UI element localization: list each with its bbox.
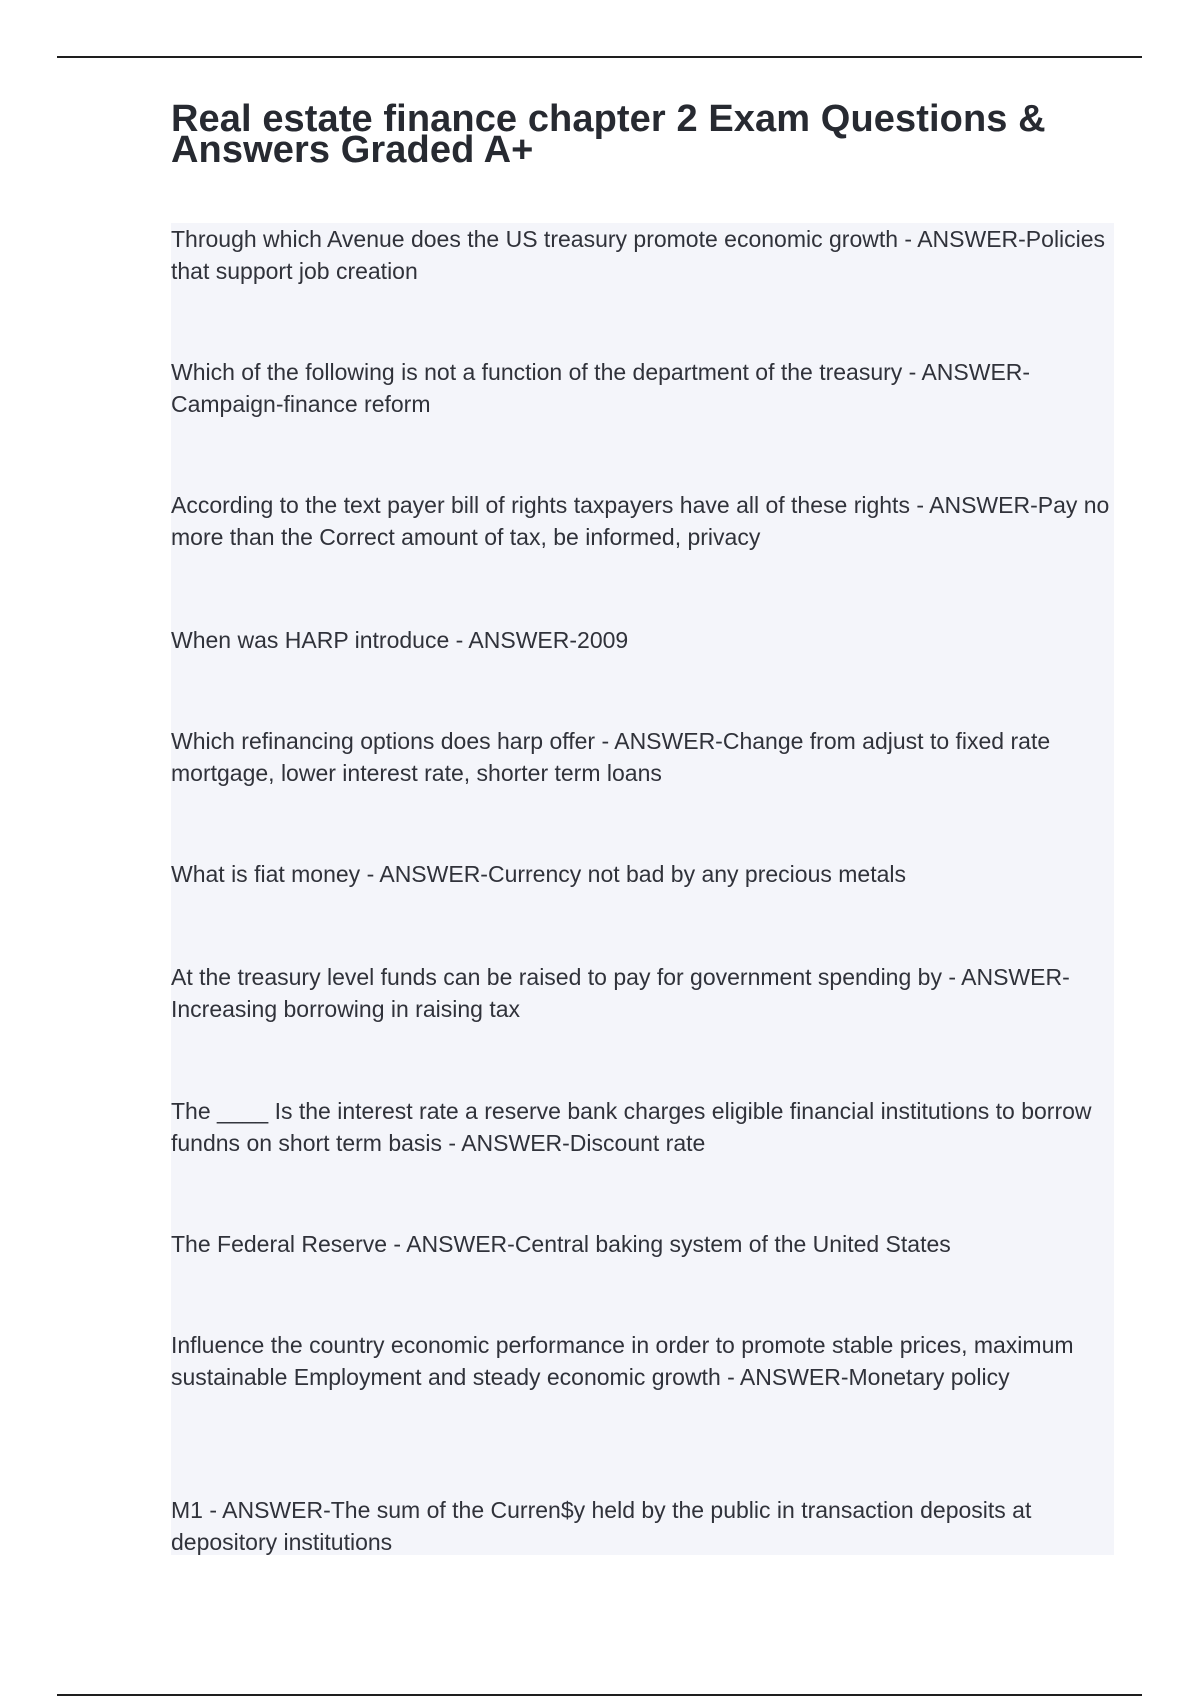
qa-item: The Federal Reserve - ANSWER-Central baking system of the United States <box>171 1231 951 1257</box>
qa-item: Which of the following is not a function of the department of the treasury - ANSWER-Campaign-finance reform <box>171 359 1031 417</box>
document-title: Real estate finance chapter 2 Exam Questions & Answers Graded A+ <box>171 98 1046 171</box>
qa-item: What is fiat money - ANSWER-Currency not bad by any precious metals <box>171 861 907 887</box>
top-divider <box>57 56 1142 58</box>
qa-item: Which refinancing options does harp offer - ANSWER-Change from adjust to fixed rate mortgage, lower interest rate, shorter term loans <box>171 728 1051 786</box>
qa-item: At the treasury level funds can be raised to pay for government spending by - ANSWER-Increasing borrowing in raising tax <box>171 964 1070 1022</box>
qa-item: The ____ Is the interest rate a reserve bank charges eligible financial institutions to borrow fundns on short term basis - ANSWER-Discount rate <box>171 1098 1092 1156</box>
qa-item: Influence the country economic performance in order to promote stable prices, maximum sustainable Employment and steady economic growth - ANSWER-Monetary policy <box>171 1332 1074 1390</box>
qa-item: According to the text payer bill of rights taxpayers have all of these rights - ANSWER-Pay no more than the Correct amount of tax, be informed, privacy <box>171 492 1110 550</box>
bottom-divider <box>57 1694 1142 1696</box>
qa-item: When was HARP introduce - ANSWER-2009 <box>171 627 629 653</box>
qa-item: M1 - ANSWER-The sum of the Curren$y held by the public in transaction deposits at depository institutions <box>171 1497 1032 1555</box>
qa-item: Through which Avenue does the US treasury promote economic growth - ANSWER-Policies that support job creation <box>171 226 1106 284</box>
